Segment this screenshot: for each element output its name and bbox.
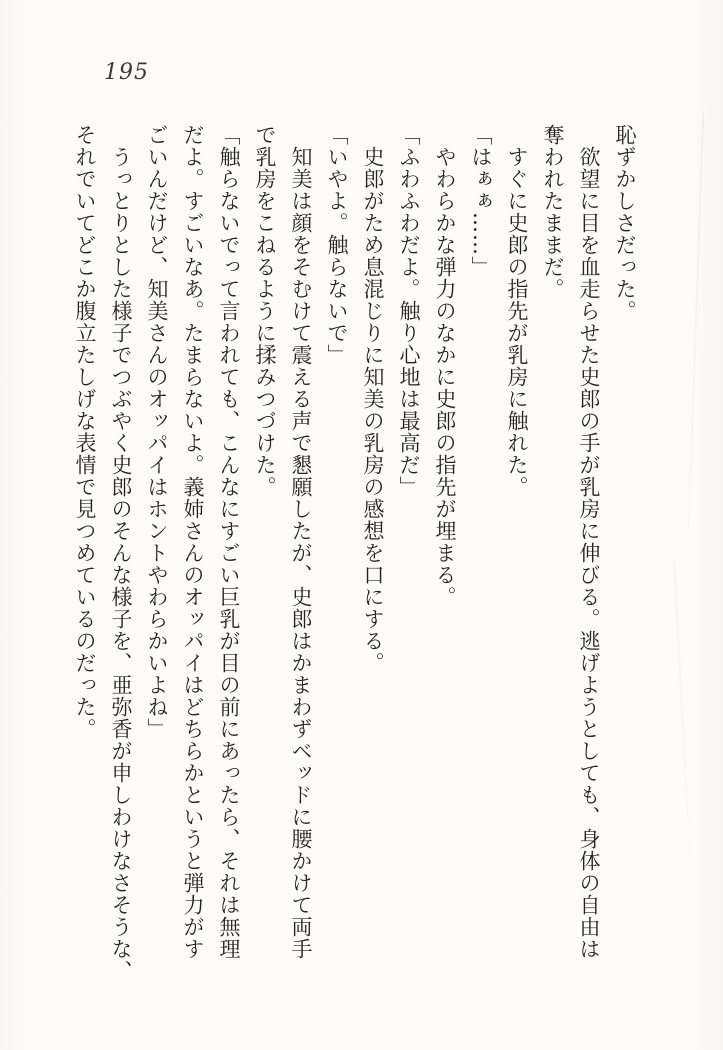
text-column-15: うっとりとした様子でつぶやく史郎のそんな様子を、亜弥香が申しわけなさそうな、 — [109, 124, 133, 982]
text-column-6: やわらかな弾力のなかに史郎の指先が埋まる。 — [433, 124, 457, 608]
text-column-12: 「触らないでって言われても、こんなにすごい巨乳が目の前にあったら、それは無理 — [217, 124, 241, 960]
text-column-11: で乳房をこねるように揉みつづけた。 — [253, 124, 277, 498]
text-column-13: だよ。すごいなあ。たまらないよ。義姉さんのオッパイはどちらかというと弾力がす — [181, 124, 205, 960]
text-column-4: すぐに史郎の指先が乳房に触れた。 — [505, 124, 529, 498]
page-number: 195 — [104, 60, 149, 85]
text-column-2: 欲望に目を血走らせた史郎の手が乳房に伸びる。逃げようとしても、身体の自由は — [577, 124, 601, 960]
text-column-14: ごいんだけど、知美さんのオッパイはホントやわらかいよね」 — [145, 124, 169, 740]
text-column-5: 「はぁぁ……」 — [469, 124, 493, 278]
scan-artifact — [673, 560, 691, 860]
scan-artifact — [688, 110, 705, 530]
text-column-10: 知美は顔をそむけて震える声で懇願したが、史郎はかまわずベッドに腰かけて両手 — [289, 124, 313, 960]
text-column-7: 「ふわふわだよ。触り心地は最高だ」 — [397, 124, 421, 498]
text-column-9: 「いやよ。触らないで」 — [325, 124, 349, 366]
text-column-16: それでいてどこか腹立たしげな表情で見つめているのだった。 — [73, 124, 97, 740]
text-column-1: 恥ずかしさだった。 — [613, 124, 637, 322]
text-block — [67, 124, 643, 982]
text-column-8: 史郎がため息混じりに知美の乳房の感想を口にする。 — [361, 124, 385, 674]
text-column-3: 奪われたままだ。 — [541, 124, 565, 300]
